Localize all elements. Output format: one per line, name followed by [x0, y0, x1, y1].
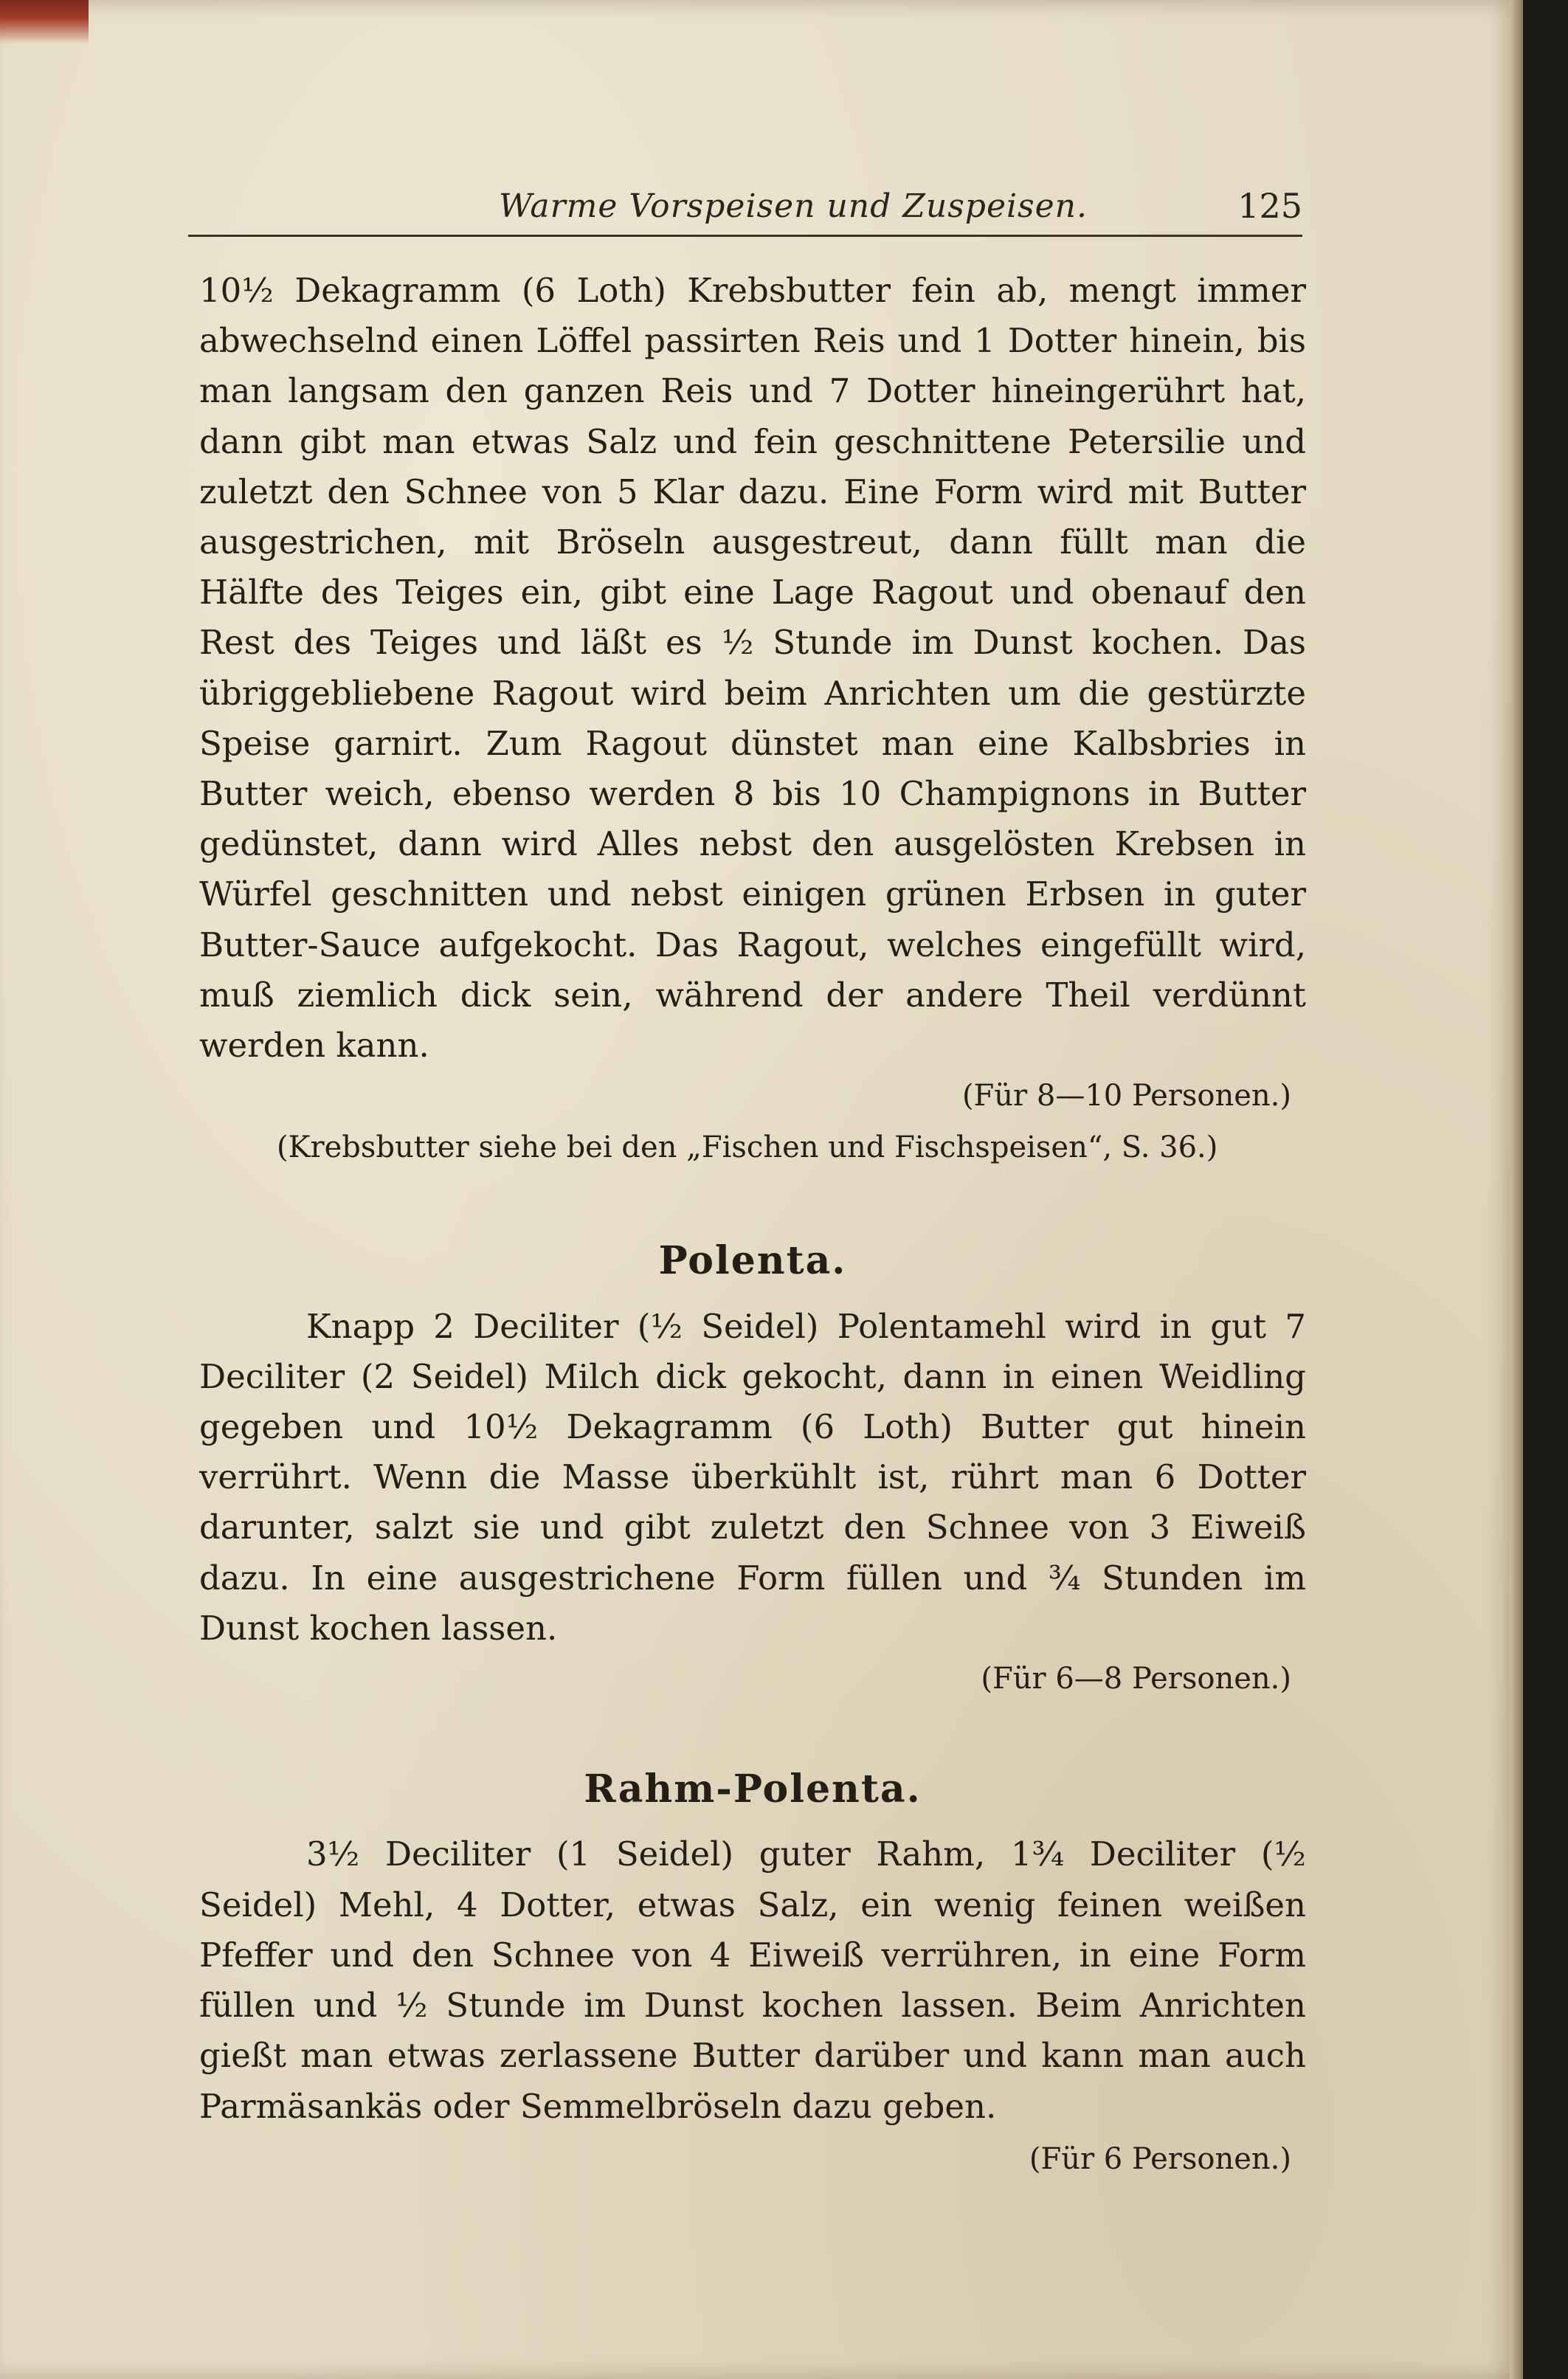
- recipe-servings-rahm-polenta: (Für 6 Personen.): [1029, 2141, 1291, 2176]
- binding-mark: [0, 0, 89, 44]
- page-body: [199, 266, 1306, 2186]
- recipe-text-rahm-polenta: 3½ Deciliter (1 Seidel) guter Rahm, 1¾ Deciliter (½ Seidel) Mehl, 4 Dotter, etwas Salz, ein wenig feinen weißen Pfeffer und den Schnee von 4 Eiweiß verrühren, in eine Form füllen und ½ Stunde im Dunst kochen lassen. Beim Anrichten gießt man etwas zerlassene Butter darüber und kann man auch Parmäsankäs oder Semmelbröseln dazu geben.: [199, 1834, 1306, 2126]
- running-head: Warme Vorspeisen und Zuspeisen.: [498, 187, 1088, 225]
- recipe-title-rahm-polenta: Rahm-Polenta.: [584, 1767, 922, 1812]
- page-edge: [1510, 0, 1523, 2379]
- continuation-paragraph: 10½ Dekagramm (6 Loth) Krebsbutter fein ab, mengt immer abwechselnd einen Löffel passirten Reis und 1 Dotter hinein, bis man langsam den ganzen Reis und 7 Dotter hineingerührt hat, dann gibt man etwas Salz und fein geschnittene Petersilie und zuletzt den Schnee von 5 Klar dazu. Eine Form wird mit Butter ausgestrichen, mit Bröseln ausgestreut, dann füllt man die Hälfte des Teiges ein, gibt eine Lage Ragout und obenauf den Rest des Teiges und läßt es ½ Stunde im Dunst kochen. Das übriggebliebene Ragout wird beim Anrichten um die gestürzte Speise garnirt. Zum Ragout dünstet man eine Kalbsbries in Butter weich, ebenso werden 8 bis 10 Champignons in Butter gedünstet, dann wird Alles nebst den ausgelösten Krebsen in Würfel geschnitten und nebst einigen grünen Erbsen in guter Butter-Sauce aufgekocht. Das Ragout, welches eingefüllt wird, muß ziemlich dick sein, während der andere Theil verdünnt werden kann.: [199, 271, 1306, 1066]
- page-number: 125: [1237, 186, 1302, 226]
- krebsbutter-note: (Krebsbutter siehe bei den „Fischen und Fischspeisen“, S. 36.): [277, 1130, 1218, 1165]
- recipe-servings-polenta: (Für 6—8 Personen.): [981, 1662, 1291, 1696]
- page-header: [188, 183, 1302, 237]
- recipe-title-polenta: Polenta.: [658, 1238, 847, 1284]
- recipe-text-polenta: Knapp 2 Deciliter (½ Seidel) Polentamehl wird in gut 7 Deciliter (2 Seidel) Milch dick gekocht, dann in einen Weidling gegeben und 10½ Dekagramm (6 Loth) Butter gut hinein verrührt. Wenn die Masse überkühlt ist, rührt man 6 Dotter darunter, salzt sie und gibt zuletzt den Schnee von 3 Eiweiß dazu. In eine ausgestrichene Form füllen und ¾ Stunden im Dunst kochen lassen.: [199, 1306, 1306, 1648]
- continuation-servings: (Für 8—10 Personen.): [961, 1079, 1291, 1113]
